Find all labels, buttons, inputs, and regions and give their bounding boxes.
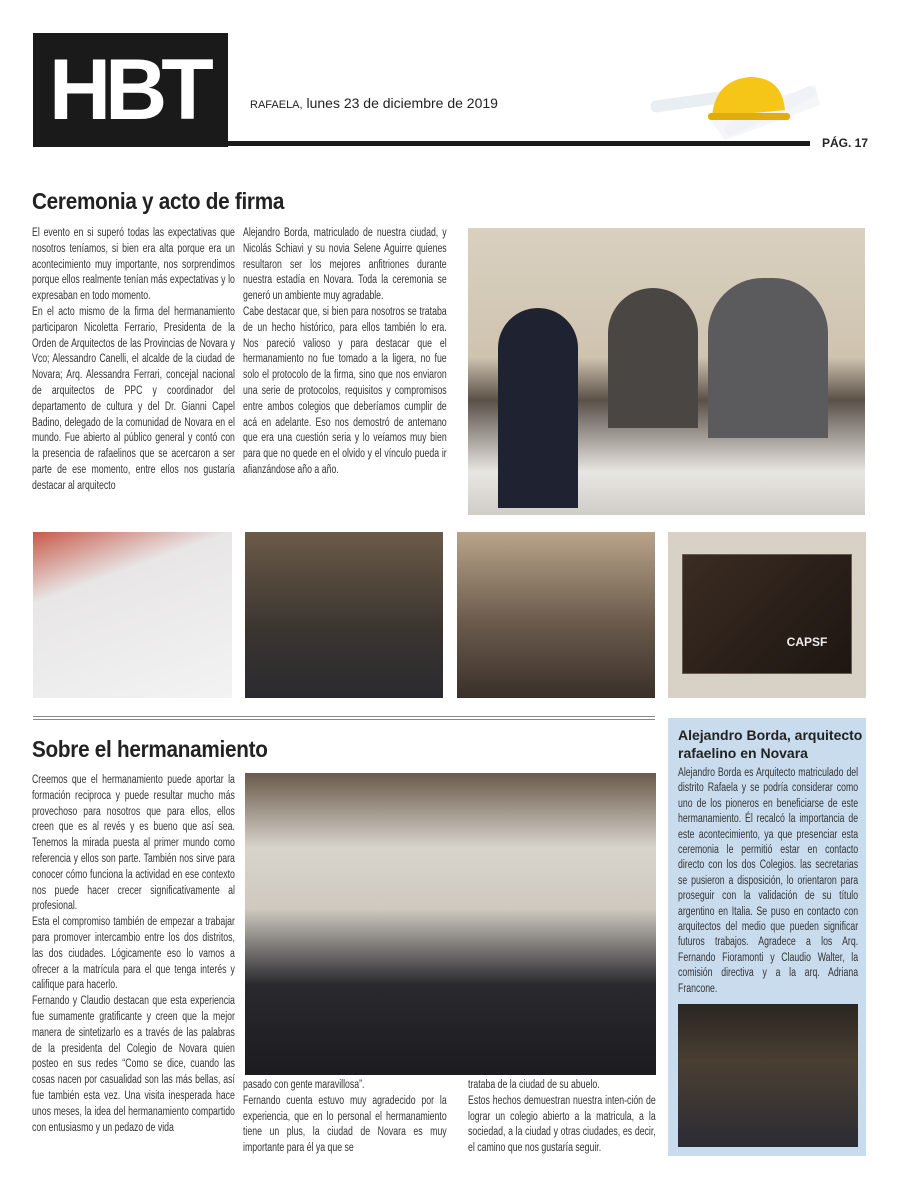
paragraph: pasado con gente maravillosa”. <box>243 1079 365 1091</box>
hbt-logo: HBT <box>33 33 228 147</box>
sidebar-box <box>668 718 866 1156</box>
article-title: Sobre el hermanamiento <box>32 736 268 762</box>
dateline <box>250 95 498 111</box>
commemorative-plaque-photo <box>668 532 866 698</box>
article-column <box>243 226 447 479</box>
signed-document-photo <box>33 532 232 698</box>
page-number: PÁG. 17 <box>822 136 869 150</box>
reception-photo <box>457 532 655 698</box>
dateline-city: RAFAELA, <box>250 99 303 111</box>
article-column <box>243 1078 447 1157</box>
paragraph: En el acto mismo de la firma del hermanamiento participaron Nicoletta Ferrario, Presidenta de la Orden de Arquitectos de las Provincias de Novara y Vco; Alessandro Canelli, el alcalde de la ciudad de Novara; Arq. Alessandra Ferrari, concejal nacional de arquitectos de PPC y coordinador del departamento de cultura y del Dr. Gianni Capel Badino, delegado de la comunidad de Novara en el mundo. Fue abierto al público general y contó con la presencia de rafaelinos que se acercaron a ser parte de ese momento, entre ellos nos gustaría destacar al arquitecto <box>32 305 235 492</box>
signing-ceremony-photo <box>468 228 865 515</box>
night-selfie-photo <box>678 1004 858 1147</box>
paragraph: Fernando cuenta estuvo muy agradecido por la experiencia, que en lo personal el hermanamiento tiene un plus, la ciudad de Novara es muy importante para él ya que se <box>243 1094 447 1155</box>
article-column <box>468 1078 656 1157</box>
sidebar-body: Alejandro Borda es Arquitecto matriculado del distrito Rafaela y se podría considerar como uno de los pioneros en beneficiarse de este hermanamiento. Él recalcó la importancia de este acontecimiento, ya que presenciar esta ceremonia le permitió estar en contacto directo con los dos Colegios. las secretarias se pusieron a disposición, lo orientaron para proseguir con la validación de su título argentino en Italia. Se puso en contacto con arquitectos del medio que pueden significar futuros trabajos. Agradece a los Arq. Fernando Fioramonti y Claudio Walter, la comisión directiva y a la arq. Adriana Francone. <box>678 767 859 995</box>
paragraph: Fernando y Claudio destacan que esta experiencia fue sumamente gratificante y creen que la mejor manera de sintetizarlo es a través de las palabras de la presidenta del Colegio de Novara quien posteo en sus redes “Como se dice, cuando las cosas nacen por casualidad son las más bellas, así fue también esta vez. Una visita inesperada hace unos meses, la idea del hermanamiento compartido con entusiasmo y un pedazo de vida <box>32 995 235 1134</box>
paragraph: trataba de la ciudad de su abuelo. <box>468 1079 600 1091</box>
dateline-date: lunes 23 de diciembre de 2019 <box>306 95 498 111</box>
paragraph: Esta el compromiso también de empezar a trabajar para promover intercambio entre los dos distritos, las dos ciudades. Lógicamente eso lo vamos a ofrecer a la matrícula para el que tenga interés y califique para hacerlo. <box>32 916 235 992</box>
paragraph: Cabe destacar que, si bien para nosotros se trataba de un hecho histórico, para ellos también lo era. Nos pareció valioso y para destacar que el hermanamiento no fue tomado a la ligera, no fue solo el protocolo de la firma, sino que nos enviaron una serie de protocolos, requisitos y compromisos entre ambos colegios que deberíamos cumplir de acá en adelante. Eso nos demostró de antemano que era una cuestión seria y lo veíamos muy bien para que no quede en el olvido y el vínculo pueda ir afianzándose año a año. <box>243 305 447 476</box>
plaque <box>682 554 852 674</box>
header-rule <box>228 141 810 146</box>
sidebar-title: Alejandro Borda, arquitecto rafaelino en Novara <box>678 727 863 761</box>
article-column <box>32 773 235 1136</box>
article-title: Ceremonia y acto de firma <box>32 188 285 214</box>
paragraph: Estos hechos demuestran nuestra inten-ción de lograr un colegio abierto a la matricula, a la sociedad, a la ciudad y otras ciudades, es decir, el camino que nos gustaría seguir. <box>468 1094 656 1155</box>
selfie-photo <box>245 532 443 698</box>
paragraph: Alejandro Borda, matriculado de nuestra ciudad, y Nicolás Schiavi y su novia Selene Aguirre quienes resultaron ser los mejores anfitriones durante nuestra estadía en Novara. Toda la ceremonia se generó un ambiente muy agradable. <box>243 227 447 303</box>
group-photo <box>245 773 656 1075</box>
paragraph: Creemos que el hermanamiento puede aportar la formación reciproca y puede resultar mucho más provechoso para nosotros que para ellos, ellos creen que es al revés y es bueno que así sea. Tenemos la mirada puesta al primer mundo como referencia y ellos son parte. También nos sirve para conocer cómo funciona la actividad en ese contexto nos puede hacer crecer significativamente al profesional. <box>32 774 235 913</box>
capsf-logo: CAPSF <box>786 635 828 649</box>
section-divider <box>33 716 655 720</box>
article-column <box>32 226 235 495</box>
helmet-blueprints-icon <box>650 65 820 140</box>
paragraph: El evento en si superó todas las expectativas que nosotros teníamos, si bien era alta porque era un acontecimiento muy importante, nos sorprendimos porque ellos realmente tenían más expectativas y lo expresaban en todo momento. <box>32 227 235 303</box>
